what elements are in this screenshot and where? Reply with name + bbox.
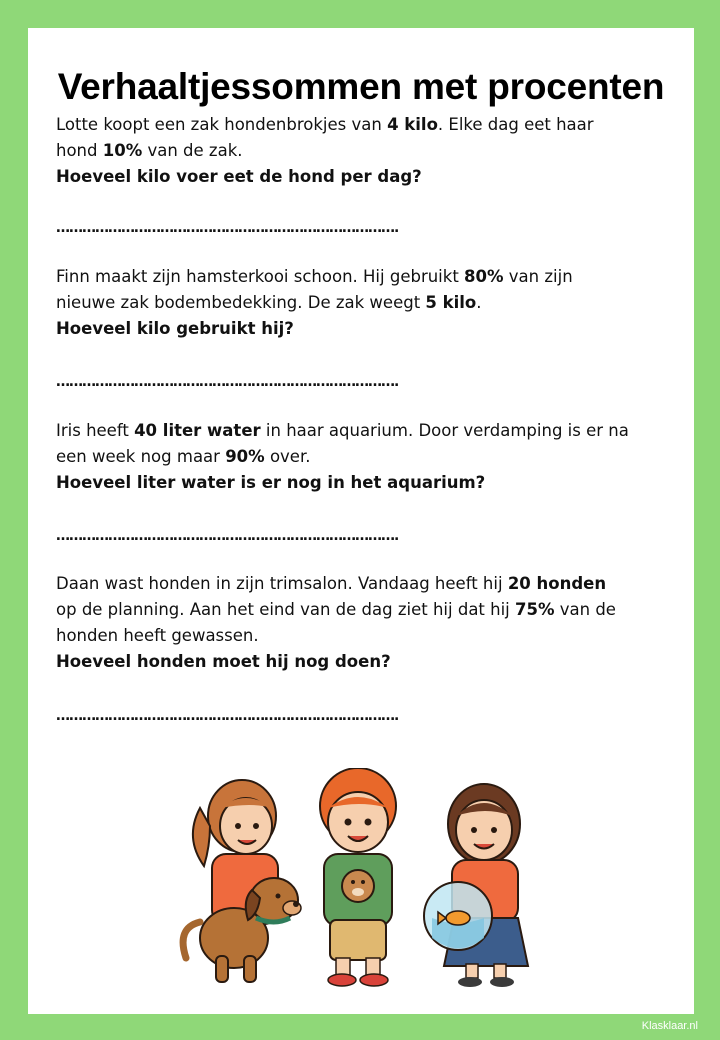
task-question: Hoeveel kilo voer eet de hond per dag? <box>56 167 422 186</box>
task-line: op de planning. Aan het eind van de dag ziet hij dat hij 75% van de <box>56 600 616 619</box>
task-4 <box>56 571 656 675</box>
task-3 <box>56 418 656 496</box>
worksheet <box>28 28 694 1014</box>
boy-with-hamster <box>320 768 396 986</box>
task-question: Hoeveel honden moet hij nog doen? <box>56 652 391 671</box>
answer-line-4[interactable]: ……………………………………………………………………. <box>56 712 399 720</box>
task-text <box>56 571 656 649</box>
task-line: hond 10% van de zak. <box>56 141 243 160</box>
task-line: Finn maakt zijn hamsterkooi schoon. Hij gebruikt 80% van zijn <box>56 267 573 286</box>
task-question: Hoeveel kilo gebruikt hij? <box>56 319 294 338</box>
task-line: Daan wast honden in zijn trimsalon. Vandaag heeft hij 20 honden <box>56 574 607 593</box>
girl-with-fishbowl <box>424 784 528 987</box>
task-line: nieuwe zak bodembedekking. De zak weegt 5 kilo. <box>56 293 482 312</box>
task-text <box>56 418 656 470</box>
children-pets-illustration <box>178 768 538 990</box>
girl-with-dog <box>183 780 301 982</box>
footer-brand[interactable]: Klasklaar.nl <box>641 1020 698 1032</box>
task-line: een week nog maar 90% over. <box>56 447 311 466</box>
task-line: Iris heeft 40 liter water in haar aquarium. Door verdamping is er na <box>56 421 629 440</box>
task-text <box>56 264 656 316</box>
answer-line-2[interactable]: ……………………………………………………………………. <box>56 378 399 386</box>
task-line: Lotte koopt een zak hondenbrokjes van 4 kilo. Elke dag eet haar <box>56 115 594 134</box>
answer-line-3[interactable]: ……………………………………………………………………. <box>56 532 399 540</box>
task-2 <box>56 264 656 342</box>
page-title: Verhaaltjessommen met procenten <box>57 66 665 107</box>
task-question: Hoeveel liter water is er nog in het aquarium? <box>56 473 486 492</box>
task-text <box>56 112 656 164</box>
answer-line-1[interactable]: ……………………………………………………………………. <box>56 224 399 232</box>
task-line: honden heeft gewassen. <box>56 626 259 645</box>
task-1 <box>56 112 656 190</box>
